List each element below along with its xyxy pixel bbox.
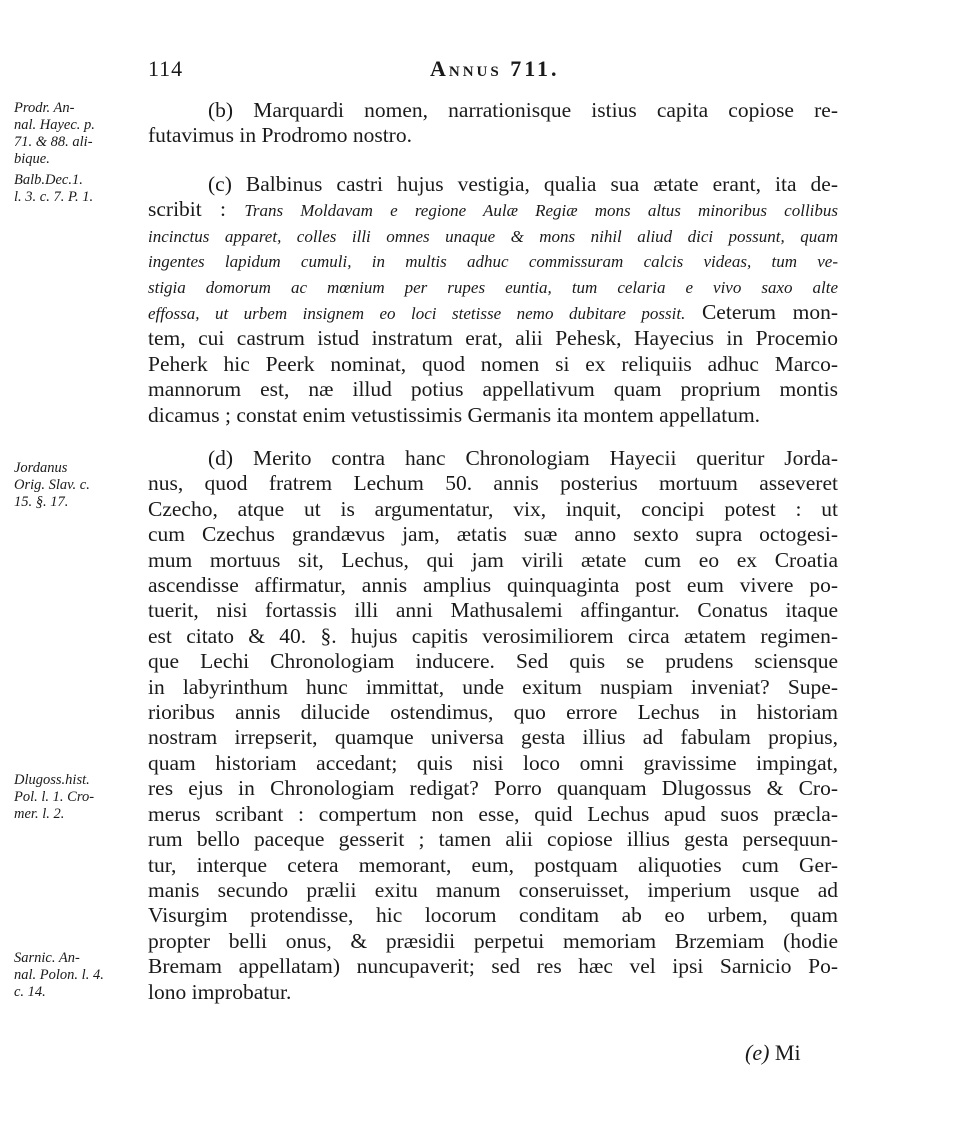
margin-line: Dlugoss.hist. bbox=[14, 772, 90, 788]
text-line: res ejus in Chronologiam redigat? Porro quanquam Dlugossus & Cro- bbox=[148, 776, 838, 801]
italic-quotation: Trans Moldavam e regione Aulæ Regiæ mons altus minoribus collibus bbox=[244, 201, 839, 221]
text-line: propter belli onus, & præsidii perpetui memoriam Brzemiam (hodie bbox=[148, 928, 838, 953]
margin-line: Sarnic. An- bbox=[14, 950, 80, 966]
text-line: merus scribant : compertum non esse, quid Lechus apud suos præcla- bbox=[148, 801, 838, 826]
text-line: mannorum est, næ illud potius appellativum quam proprium montis bbox=[148, 377, 838, 402]
text-line: Czecho, atque ut is argumentatur, vix, inquit, concipi potest : ut bbox=[148, 496, 838, 521]
italic-quotation-line: incinctus apparet, colles illi omnes unaque & mons nihil aliud dici possunt, quam bbox=[148, 226, 838, 246]
text-line: rioribus annis dilucide ostendimus, quo errore Lechus in historiam bbox=[148, 700, 838, 725]
text-line: mum mortuus sit, Lechus, qui jam virili ætate cum eo ex Croatia bbox=[148, 547, 838, 572]
roman-segment: Ceterum mon- bbox=[685, 300, 838, 325]
text-line: ascendisse affirmatur, annis amplius quinquaginta post eum vivere po- bbox=[148, 573, 838, 598]
text-line: est citato & 40. §. hujus capitis verosimiliorem circa ætatem regimen- bbox=[148, 623, 838, 648]
margin-line: 15. §. 17. bbox=[14, 494, 69, 510]
text-line bbox=[148, 197, 838, 223]
roman-segment: scribit : bbox=[148, 197, 245, 222]
text-line: (c) Balbinus castri hujus vestigia, qualia sua ætate erant, ita de- bbox=[208, 172, 838, 196]
catchword-text: Mi bbox=[774, 1040, 801, 1065]
page-number: 114 bbox=[148, 56, 184, 81]
margin-line: nal. Polon. l. 4. bbox=[14, 967, 104, 983]
text-line: cum Czechus grandævus jam, ætatis suæ anno sexto supra octogesi- bbox=[148, 522, 838, 547]
margin-line: bique. bbox=[14, 151, 50, 167]
note-d bbox=[148, 446, 838, 1005]
text-line: que Lechi Chronologiam inducere. Sed quis se prudens sciensque bbox=[148, 649, 838, 674]
text-line: Bremam appellatam) nuncupaverit; sed res hæc vel ipsi Sarnicio Po- bbox=[148, 954, 838, 979]
margin-line: Prodr. An- bbox=[14, 100, 75, 116]
text-line: (b) Marquardi nomen, narrationisque istius capita copiose re- bbox=[208, 98, 838, 122]
text-line bbox=[148, 300, 838, 326]
margin-line: l. 3. c. 7. P. 1. bbox=[14, 189, 94, 205]
text-line: futavimus in Prodromo nostro. bbox=[148, 123, 412, 148]
text-line: tuerit, nisi fortassis illi anni Mathusalemi affingantur. Conatus itaque bbox=[148, 598, 838, 623]
text-line: dicamus ; constat enim vetustissimis Germanis ita montem appellatum. bbox=[148, 402, 761, 427]
margin-note-jordanus bbox=[14, 460, 146, 511]
margin-line: Orig. Slav. c. bbox=[14, 477, 90, 493]
text-line: Peherk hic Peerk nominat, quod nomen si ex reliquiis adhuc Marco- bbox=[148, 351, 838, 376]
margin-note-prodromus bbox=[14, 100, 146, 168]
text-line: quam historiam accedant; quis nisi loco omni gravissime impingat, bbox=[148, 750, 838, 775]
catchword bbox=[745, 1040, 801, 1066]
catchword-note-letter: (e) bbox=[745, 1040, 775, 1065]
text-line: manis secundo prælii exitu manum conseruisset, imperium usque ad bbox=[148, 877, 838, 902]
note-c bbox=[148, 172, 838, 428]
note-b bbox=[148, 98, 838, 149]
margin-note-sarnicius bbox=[14, 950, 146, 1001]
running-title: Annus 711. bbox=[430, 56, 560, 81]
text-line: (d) Merito contra hanc Chronologiam Hayecii queritur Jorda- bbox=[208, 446, 838, 470]
margin-line: mer. l. 2. bbox=[14, 806, 65, 822]
text-line: tur, interque cetera memorant, eum, postquam aliquoties cum Ger- bbox=[148, 852, 838, 877]
text-line: tem, cui castrum istud instratum erat, alii Pehesk, Hayecius in Procemio bbox=[148, 326, 838, 351]
italic-quotation-line: ingentes lapidum cumuli, in multis adhuc commissuram calcis videas, tum ve- bbox=[148, 252, 838, 272]
margin-line: Pol. l. 1. Cro- bbox=[14, 789, 95, 805]
margin-line: Balb.Dec.1. bbox=[14, 172, 83, 188]
text-line: lono improbatur. bbox=[148, 979, 292, 1004]
text-line: Visurgim protendisse, hic locorum conditam ab eo urbem, quam bbox=[148, 903, 838, 928]
margin-line: Jordanus bbox=[14, 460, 68, 476]
text-line: nostram irrepserit, quamque universa gesta illius ad fabulam propius, bbox=[148, 725, 838, 750]
margin-note-balbinus bbox=[14, 172, 146, 206]
margin-line: c. 14. bbox=[14, 984, 46, 1000]
italic-quotation: effossa, ut urbem insignem eo loci stetisse nemo dubitare possit. bbox=[148, 304, 686, 324]
text-line: in labyrinthum hunc immittat, unde exitum nuspiam inveniat? Supe- bbox=[148, 674, 838, 699]
margin-line: 71. & 88. ali- bbox=[14, 134, 93, 150]
italic-quotation-line: stigia domorum ac mœnium per rupes euntia, tum celaria e vivo saxo alte bbox=[148, 277, 838, 297]
margin-line: nal. Hayec. p. bbox=[14, 117, 95, 133]
text-line: nus, quod fratrem Lechum 50. annis posterius mortuum asseveret bbox=[148, 471, 838, 496]
margin-note-dlugossus bbox=[14, 772, 146, 823]
text-line: rum bello paceque gesserit ; tamen alii copiose illius gesta persequun- bbox=[148, 827, 838, 852]
